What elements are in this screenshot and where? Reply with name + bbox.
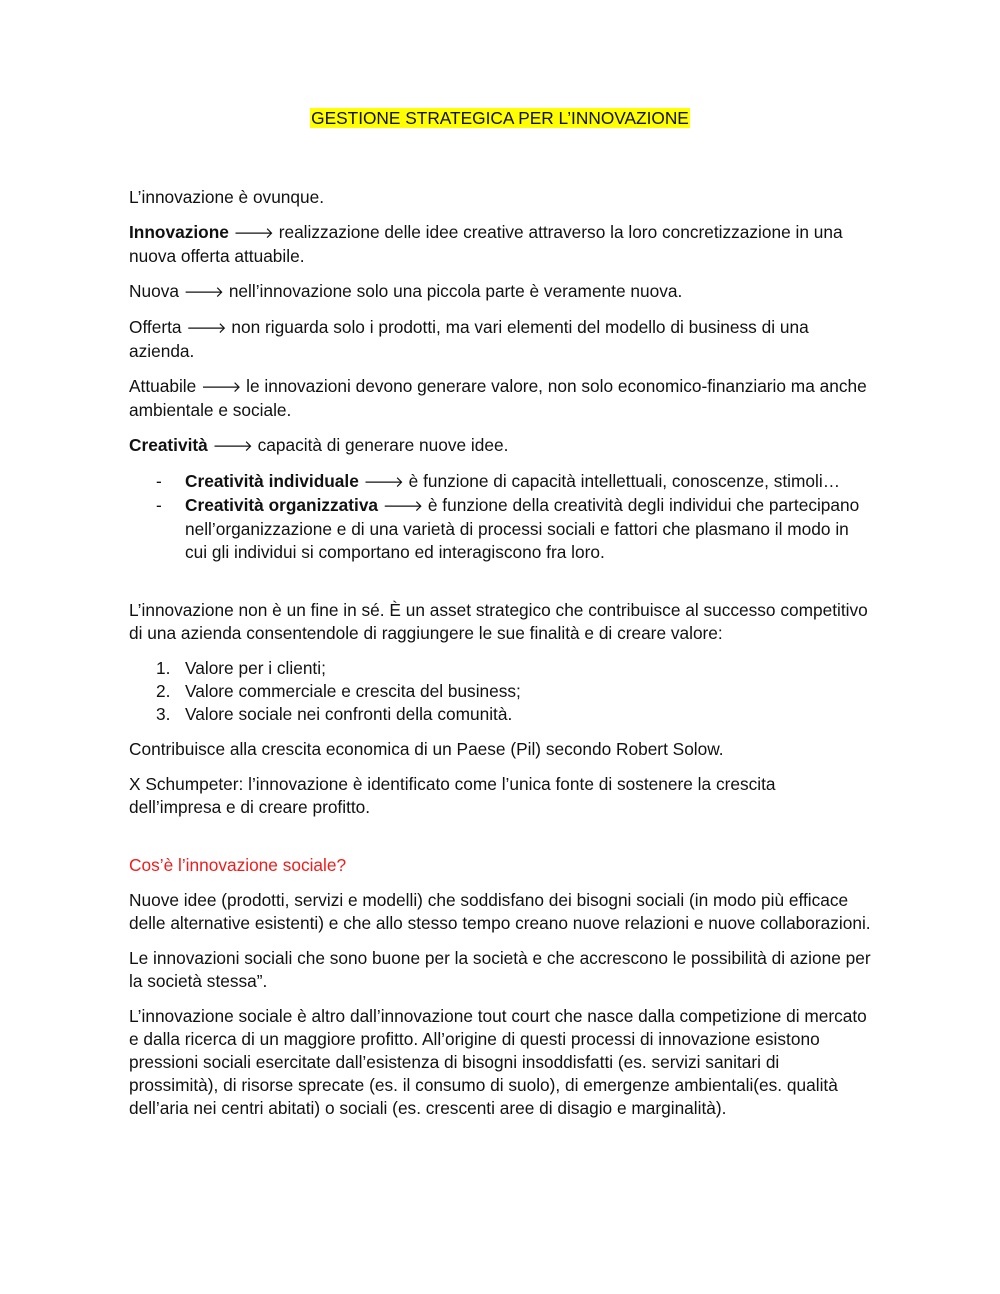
paragraph-buone: Le innovazioni sociali che sono buone per la società e che accrescono le possibilità di azione per la società stessa”. [129,948,871,991]
list-item-text: è funzione di capacità intellettuali, conoscenze, stimoli… [403,471,840,491]
spacer [129,831,871,854]
right-arrow-icon: 🡒 [212,437,253,455]
list-marker: 3. [156,704,171,724]
definition-offerta [129,316,871,363]
term-offerta: Offerta [129,317,182,337]
list-item [129,657,871,680]
list-item-term: Creatività organizzativa [185,495,379,515]
definition-innovazione [129,221,871,268]
right-arrow-icon: 🡒 [183,283,225,301]
definition-offerta-text: non riguarda solo i prodotti, ma vari elementi del modello di business di una azienda. [129,317,809,361]
section-heading-innovazione-sociale: Cos’è l’innovazione sociale? [129,855,347,875]
definition-creativita [129,434,871,458]
list-item [129,703,871,726]
list-marker: 1. [156,658,171,678]
document-page [129,107,871,1132]
definition-creativita-text: capacità di generare nuove idee. [252,435,509,455]
list-item [129,470,871,494]
term-nuova: Nuova [129,281,179,301]
paragraph-solow: Contribuisce alla crescita economica di un Paese (Pil) secondo Robert Solow. [129,739,724,759]
definition-innovazione-text: realizzazione delle idee creative attraverso la loro concretizzazione in una nuova offerta attuabile. [129,222,843,266]
valori-list [129,657,871,726]
definition-nuova-text: nell’innovazione solo una piccola parte è veramente nuova. [224,281,683,301]
paragraph-altro: L’innovazione sociale è altro dall’innovazione tout court che nasce dalla competizione di mercato e dalla ricerca di un maggiore profitto. All’origine di questi processi di innovazione esistono pressioni sociali esercitate dall’esistenza di bisogni insoddisfatti (es. servizi sanitari di prossimità), di risorse sprecate (es. il consumo di suolo), di emergenze ambientali(es. qualità dell’aria nei centri abitati) o sociali (es. crescenti aree di disagio e marginalità). [129,1006,867,1118]
paragraph-nuove-idee: Nuove idee (prodotti, servizi e modelli) che soddisfano dei bisogni sociali (in modo più efficace delle alternative esistenti) e che allo stesso tempo creano nuove relazioni e nuove collaborazioni. [129,890,871,933]
list-marker: - [156,495,162,515]
list-item [129,680,871,703]
right-arrow-icon: 🡒 [201,378,242,396]
term-attuabile: Attuabile [129,376,197,396]
list-item-text: è funzione della creatività degli individui che partecipano nell’organizzazione e di una varietà di processi sociali e fattori che plasmano il modo in cui gli individui si comportano ed interagiscono fra loro. [185,495,860,562]
definition-nuova [129,280,871,304]
term-innovazione: Innovazione [129,222,229,242]
list-item-text: Valore sociale nei confronti della comunità. [185,704,513,724]
list-item-text: Valore commerciale e crescita del business; [185,681,521,701]
title-block [129,107,871,130]
right-arrow-icon: 🡒 [186,319,227,337]
list-item-text: Valore per i clienti; [185,658,326,678]
right-arrow-icon: 🡒 [233,224,274,242]
creativita-list [129,470,871,564]
definition-attuabile-text: le innovazioni devono generare valore, non solo economico-finanziario ma anche ambientale e sociale. [129,376,867,420]
list-item [129,494,871,564]
spacer [129,576,871,599]
paragraph-schumpeter: X Schumpeter: l’innovazione è identificato come l’unica fonte di sostenere la crescita dell’impresa e di creare profitto. [129,774,776,817]
paragraph-asset: L’innovazione non è un fine in sé. È un asset strategico che contribuisce al successo competitivo di una azienda consentendole di raggiungere le sue finalità e di creare valore: [129,600,868,643]
list-marker: 2. [156,681,171,701]
term-creativita: Creatività [129,435,208,455]
list-item-term: Creatività individuale [185,471,359,491]
document-title: GESTIONE STRATEGICA PER L’INNOVAZIONE [311,108,689,128]
paragraph-ovunque: L’innovazione è ovunque. [129,187,325,207]
right-arrow-icon: 🡒 [382,497,424,515]
list-marker: - [156,471,162,491]
right-arrow-icon: 🡒 [363,473,404,491]
definition-attuabile [129,375,871,422]
